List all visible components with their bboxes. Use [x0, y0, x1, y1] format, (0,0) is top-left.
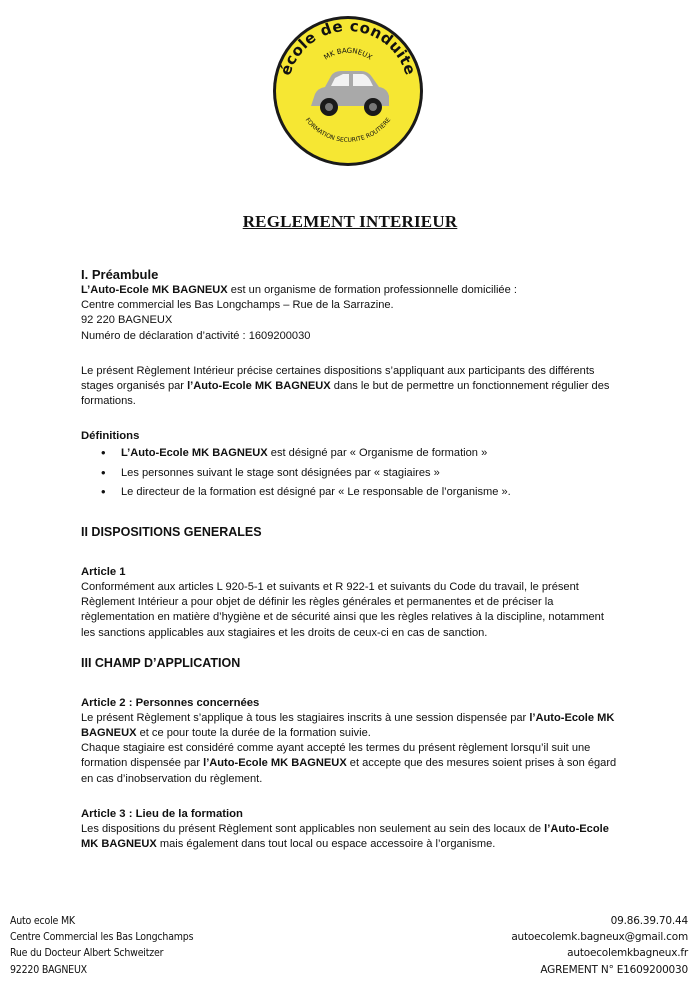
section-heading-champ: III CHAMP D’APPLICATION: [81, 655, 241, 670]
list-item: • Les personnes suivant le stage sont désignées par « stagiaires »: [121, 466, 621, 481]
article2-heading: Article 2 : Personnes concernées: [81, 696, 260, 709]
list-item: [121, 446, 621, 461]
address-line1: Centre commercial les Bas Longchamps – Rue de la Sarrazine.: [81, 299, 394, 312]
para-text: Les dispositions du présent Règlement sont applicables non seulement au sein des locaux de: [81, 822, 545, 835]
school-logo: [271, 14, 425, 168]
para-text: et ce pour toute la durée de la formation suivie.: [136, 727, 371, 740]
address-line2: 92 220 BAGNEUX: [81, 314, 173, 327]
para-text: Chaque stagiaire est considéré comme ayant accepté les termes du présent règlement lorsqu’il suit une formation dispensée par: [81, 742, 591, 770]
para-text: mais également dans tout local ou espace accessoire à l’organisme.: [156, 838, 496, 851]
footer-address: [10, 913, 193, 978]
logo-top-text: MK BAGNEUX: [322, 46, 374, 62]
footer-line: Auto ecole MK: [10, 915, 75, 927]
org-name: l’Auto-Ecole MK BAGNEUX: [187, 380, 331, 393]
article3-heading: [81, 807, 621, 822]
preambule-line1-text: est un organisme de formation professionnelle domiciliée :: [227, 284, 517, 296]
list-item: • Le directeur de la formation est désigné par « Le responsable de l’organisme ».: [121, 485, 621, 500]
logo-bottom-text: FORMATION SECURITE ROUTIERE: [303, 116, 393, 144]
definitions-heading: Définitions: [81, 430, 140, 443]
preambule-paragraph: [81, 364, 621, 410]
org-name: l’Auto-Ecole MK BAGNEUX: [203, 757, 347, 770]
preambule-line1: [81, 283, 621, 298]
list-item-text: est désigné par « Organisme de formation »: [267, 447, 488, 460]
article3-text: [81, 822, 621, 852]
footer-line: Centre Commercial les Bas Longchamps: [10, 931, 194, 944]
para-text: Le présent Règlement Intérieur précise certaines dispositions s’appliquant aux participants des différents stages organisés par: [81, 364, 595, 393]
section-heading-preambule: I. Préambule: [81, 267, 159, 282]
footer-contact: [511, 913, 688, 978]
para-text: Le présent Règlement s’applique à tous les stagiaires inscrits à une session dispensée par: [81, 711, 530, 724]
footer-agrement: AGREMENT N° E1609200030: [540, 963, 688, 976]
org-name: L’Auto-Ecole MK BAGNEUX: [121, 447, 268, 460]
article2-paragraph2: [81, 741, 621, 787]
logo-arc-text: école de conduite: [276, 16, 420, 78]
para-text: et accepte que des mesures soient prises à son égard en cas d’inobservation du règlement.: [81, 757, 617, 785]
para-text: dans le but de permettre un fonctionnement régulier des formations.: [81, 380, 610, 408]
footer-line: Rue du Docteur Albert Schweitzer: [10, 947, 164, 960]
org-name: L’Auto-Ecole MK BAGNEUX: [81, 284, 228, 296]
footer-phone: 09.86.39.70.44: [610, 915, 688, 927]
article1-text: Conformément aux articles L 920-5-1 et suivants et R 922-1 et suivants du Code du travail, le présent Règlement Intérieur a pour objet de définir les règles générales et permanentes et de préciser la règlementation en matière d’hygiène et de sécurité ainsi que les règles relatives à la discipline, notamment les sanctions applicables aux stagiaires et les droits de ceux-ci en cas de sanction.: [81, 581, 604, 639]
article3-label: Article 3 :: [81, 807, 133, 820]
article1-heading: Article 1: [81, 566, 126, 579]
footer-line: 92220 BAGNEUX: [10, 963, 87, 976]
footer-website: autoecolemkbagneux.fr: [567, 947, 688, 960]
page-title: REGLEMENT INTERIEUR: [242, 212, 458, 231]
org-name: l’Auto-Ecole MK BAGNEUX: [81, 711, 615, 740]
footer-email: autoecolemk.bagneux@gmail.com: [511, 931, 688, 944]
section-heading-dispositions: II DISPOSITIONS GENERALES: [81, 525, 262, 540]
article2-paragraph1: [81, 711, 621, 741]
document-body: [81, 266, 621, 852]
org-name: l’Auto-Ecole MK BAGNEUX: [81, 822, 609, 851]
declaration-number: Numéro de déclaration d’activité : 1609200030: [81, 329, 311, 342]
definitions-list: [81, 446, 621, 500]
article3-title: Lieu de la formation: [132, 807, 243, 820]
